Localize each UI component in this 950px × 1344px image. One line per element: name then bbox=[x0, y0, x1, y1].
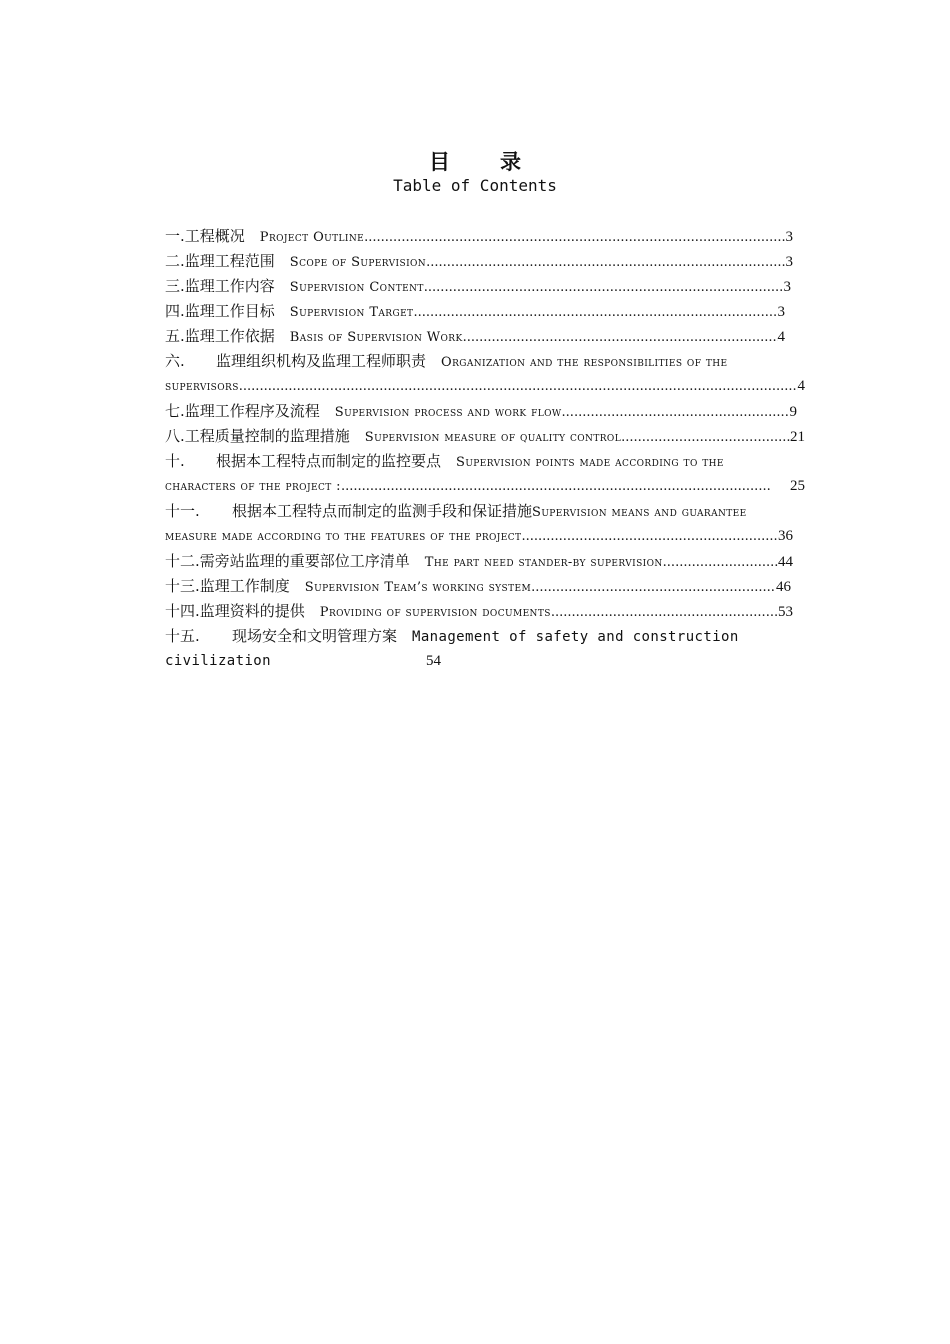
entry-number: 四. bbox=[165, 302, 185, 320]
entry-page: 3 bbox=[785, 254, 793, 270]
dot-leader bbox=[663, 550, 778, 575]
toc-entry-6-continued[interactable] bbox=[165, 374, 805, 399]
entry-title-cn: 监理工作程序及流程 bbox=[184, 402, 320, 420]
entry-title-en: Supervision Content bbox=[289, 280, 424, 295]
entry-page: 25 bbox=[790, 478, 805, 494]
toc-entry-10-continued[interactable] bbox=[165, 474, 805, 499]
entry-page: 46 bbox=[776, 579, 791, 595]
dot-leader bbox=[562, 400, 790, 425]
entry-page: 3 bbox=[785, 229, 793, 245]
dot-leader bbox=[341, 474, 772, 499]
toc-entry-2[interactable] bbox=[165, 249, 793, 274]
dot-leader bbox=[239, 374, 798, 399]
entry-title-en-continued: characters of the project : bbox=[165, 479, 341, 494]
entry-title-en: Supervision Target bbox=[289, 305, 414, 320]
entry-title-en: Supervision means and guarantee bbox=[532, 505, 747, 520]
toc-entry-6[interactable] bbox=[165, 349, 805, 374]
entry-title-cn: 监理工程范围 bbox=[184, 252, 275, 270]
entry-page: 36 bbox=[778, 528, 793, 544]
toc-entry-14[interactable] bbox=[165, 599, 793, 624]
entry-page: 4 bbox=[797, 378, 805, 394]
entry-title-en: Supervision process and work flow bbox=[334, 405, 562, 420]
toc-entry-12[interactable] bbox=[165, 549, 793, 574]
entry-title-en: Organization and the responsibilities of the bbox=[441, 355, 728, 370]
entry-title-en: Project Outline bbox=[259, 230, 365, 245]
toc-title-english: Table of Contents bbox=[393, 176, 557, 195]
dot-leader bbox=[531, 575, 776, 600]
entry-page: 3 bbox=[783, 279, 791, 295]
entry-page: 9 bbox=[789, 404, 797, 420]
entry-title-en: Providing of supervision documents bbox=[319, 605, 551, 620]
toc-title-chinese: 目录 bbox=[429, 150, 571, 174]
entry-page: 54 bbox=[426, 653, 441, 669]
entry-title-en: Scope of Supervision bbox=[289, 255, 427, 270]
entry-title-cn: 现场安全和文明管理方案 bbox=[232, 627, 398, 645]
dot-leader bbox=[521, 524, 778, 549]
table-of-contents bbox=[165, 224, 805, 674]
entry-page: 53 bbox=[778, 604, 793, 620]
entry-number: 三. bbox=[165, 277, 185, 295]
entry-title-cn: 根据本工程特点而制定的监测手段和保证措施 bbox=[232, 502, 533, 520]
entry-number: 十一. bbox=[165, 502, 200, 520]
entry-number: 二. bbox=[165, 252, 185, 270]
entry-page: 4 bbox=[777, 329, 785, 345]
entry-number: 七. bbox=[165, 402, 185, 420]
entry-title-en: Supervision measure of quality control bbox=[364, 430, 622, 445]
entry-page: 44 bbox=[778, 554, 793, 570]
dot-leader bbox=[426, 250, 785, 275]
entry-title-cn: 监理工作内容 bbox=[184, 277, 275, 295]
toc-entry-15[interactable] bbox=[165, 624, 805, 649]
entry-page: 3 bbox=[777, 304, 785, 320]
entry-number: 十五. bbox=[165, 627, 200, 645]
entry-title-cn: 监理工作制度 bbox=[199, 577, 290, 595]
entry-title-en-continued: civilization bbox=[165, 653, 271, 669]
toc-entry-3[interactable] bbox=[165, 274, 791, 299]
entry-title-cn: 工程质量控制的监理措施 bbox=[184, 427, 350, 445]
entry-number: 十四. bbox=[165, 602, 200, 620]
toc-entry-5[interactable] bbox=[165, 324, 785, 349]
toc-entry-11-continued[interactable] bbox=[165, 524, 793, 549]
entry-title-en: Supervision Team’s working system bbox=[304, 580, 532, 595]
entry-number: 八. bbox=[165, 427, 185, 445]
entry-title-cn: 工程概况 bbox=[184, 227, 245, 245]
dot-leader bbox=[463, 325, 778, 350]
entry-title-cn: 根据本工程特点而制定的监控要点 bbox=[216, 452, 442, 470]
entry-title-en-continued: supervisors bbox=[165, 379, 239, 394]
entry-title-en: Supervision points made according to the bbox=[456, 455, 724, 470]
entry-title-en: Basis of Supervision Work bbox=[289, 330, 463, 345]
toc-entry-13[interactable] bbox=[165, 574, 791, 599]
entry-number: 十. bbox=[165, 452, 185, 470]
entry-title-cn: 监理资料的提供 bbox=[199, 602, 305, 620]
toc-entry-15-continued[interactable] bbox=[165, 649, 805, 674]
entry-title-en-continued: measure made according to the features of the project bbox=[165, 529, 522, 544]
entry-title-cn: 监理组织机构及监理工程师职责 bbox=[216, 352, 427, 370]
entry-number: 十二. bbox=[165, 552, 200, 570]
dot-leader bbox=[424, 275, 784, 300]
entry-title-cn: 监理工作依据 bbox=[184, 327, 275, 345]
entry-page: 21 bbox=[790, 429, 805, 445]
dot-leader bbox=[621, 425, 790, 450]
toc-entry-10[interactable] bbox=[165, 449, 805, 474]
entry-title-en: The part need stander-by supervision bbox=[424, 555, 663, 570]
dot-leader bbox=[413, 300, 777, 325]
dot-leader bbox=[551, 600, 778, 625]
entry-number: 六. bbox=[165, 352, 185, 370]
entry-number: 十三. bbox=[165, 577, 200, 595]
toc-entry-1[interactable] bbox=[165, 224, 793, 249]
toc-entry-7[interactable] bbox=[165, 399, 797, 424]
entry-title-cn: 需旁站监理的重要部位工序清单 bbox=[199, 552, 410, 570]
entry-number: 一. bbox=[165, 227, 185, 245]
entry-title-cn: 监理工作目标 bbox=[184, 302, 275, 320]
toc-entry-11[interactable] bbox=[165, 499, 805, 524]
entry-number: 五. bbox=[165, 327, 185, 345]
toc-entry-8[interactable] bbox=[165, 424, 805, 449]
dot-leader bbox=[364, 225, 785, 250]
entry-title-en: Management of safety and construction bbox=[412, 629, 739, 645]
toc-entry-4[interactable] bbox=[165, 299, 785, 324]
